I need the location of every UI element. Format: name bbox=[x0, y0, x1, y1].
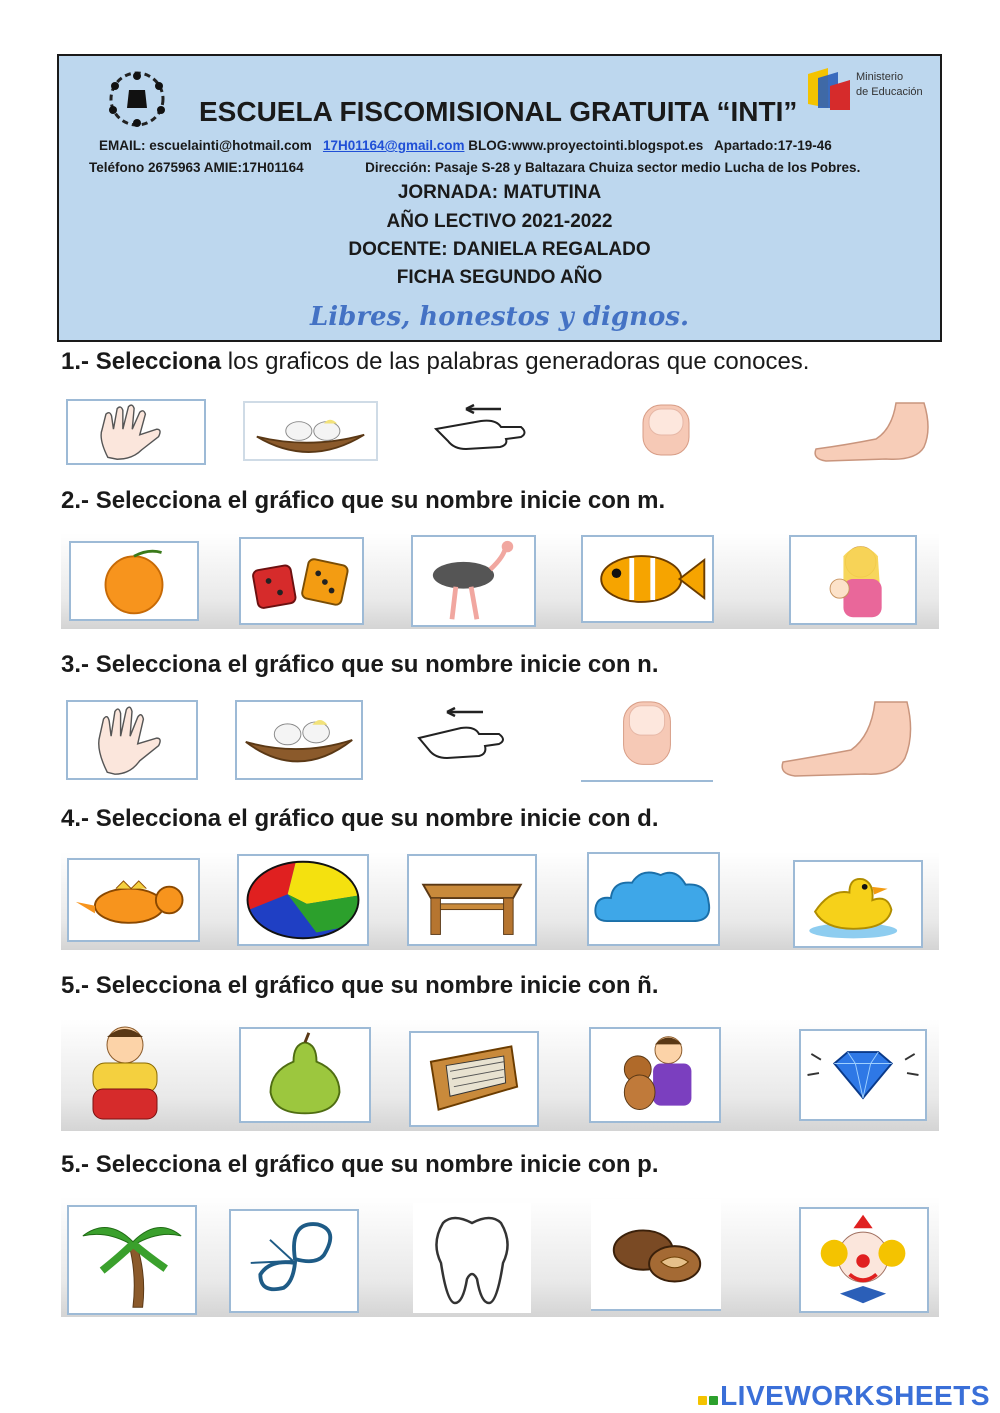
question-6 bbox=[61, 1151, 659, 1179]
question-number: 3.- bbox=[61, 651, 90, 678]
tooth-icon bbox=[413, 1203, 531, 1313]
question-number: 1.- bbox=[61, 348, 90, 375]
liveworksheets-logo bbox=[698, 1380, 990, 1412]
answer-strip-1 bbox=[61, 397, 939, 467]
nest-icon bbox=[245, 403, 376, 459]
question-keyword: Selecciona bbox=[95, 348, 222, 375]
dice-icon bbox=[241, 539, 362, 623]
option-orange[interactable] bbox=[69, 541, 199, 621]
option-ostrich[interactable] bbox=[411, 535, 536, 627]
jornada: JORNADA: MATUTINA bbox=[397, 182, 602, 203]
school-name: ESCUELA FISCOMISIONAL GRATUITA “INTI” bbox=[199, 96, 798, 127]
hand-icon bbox=[68, 401, 204, 463]
mother-icon bbox=[791, 537, 915, 623]
option-dice[interactable] bbox=[239, 537, 364, 625]
email-label: EMAIL: escuelainti@hotmail.com bbox=[99, 138, 312, 153]
dinosaur-icon bbox=[69, 860, 198, 940]
option-hug[interactable] bbox=[589, 1027, 721, 1123]
option-palm-tree[interactable] bbox=[67, 1205, 197, 1315]
ecuador-flag-icon bbox=[804, 64, 854, 114]
mummy-icon bbox=[411, 1033, 537, 1125]
school-logo-icon bbox=[89, 68, 185, 130]
clown-icon bbox=[801, 1209, 927, 1311]
option-diamond[interactable] bbox=[799, 1029, 927, 1121]
butterfly-icon bbox=[231, 1211, 357, 1311]
answer-strip-5 bbox=[61, 1019, 939, 1131]
question-3 bbox=[61, 651, 659, 679]
docente: DOCENTE: DANIELA REGALADO bbox=[348, 239, 651, 260]
answer-strip-3 bbox=[61, 698, 939, 782]
hand-icon bbox=[68, 702, 196, 778]
option-table[interactable] bbox=[407, 854, 537, 946]
option-hand[interactable] bbox=[66, 399, 206, 465]
nest-icon bbox=[237, 702, 361, 778]
question-keyword: Selecciona el gráfico que su nombre inicie con ñ. bbox=[95, 972, 659, 999]
option-pointing-finger[interactable] bbox=[426, 399, 536, 463]
diamond-icon bbox=[801, 1031, 925, 1119]
option-pear[interactable] bbox=[239, 1027, 371, 1123]
address: Dirección: Pasaje S-28 y Baltazara Chuiza sector medio Lucha de los Pobres. bbox=[365, 160, 861, 175]
duck-icon bbox=[795, 862, 921, 946]
foot-icon bbox=[806, 399, 936, 465]
hug-icon bbox=[591, 1029, 719, 1121]
question-keyword: Selecciona el gráfico que su nombre inicie con d. bbox=[95, 805, 659, 832]
blog-label: BLOG:www.proyectointi.blogspot.es bbox=[468, 138, 704, 153]
option-foot[interactable] bbox=[775, 698, 935, 780]
school-header bbox=[57, 54, 942, 342]
logo-square-icon bbox=[709, 1396, 718, 1405]
logo-square-icon bbox=[698, 1396, 707, 1405]
ostrich-icon bbox=[413, 537, 534, 625]
question-number: 4.- bbox=[61, 805, 90, 832]
option-cloud[interactable] bbox=[587, 852, 720, 946]
question-keyword: Selecciona el gráfico que su nombre inicie con m. bbox=[95, 487, 666, 514]
option-duck[interactable] bbox=[793, 860, 923, 948]
fish-icon bbox=[583, 537, 712, 621]
brand-text: LIVEWORKSHEETS bbox=[720, 1380, 990, 1411]
pointing-finger-icon bbox=[426, 399, 536, 463]
fingernail-icon bbox=[581, 698, 713, 780]
option-fish[interactable] bbox=[581, 535, 714, 623]
option-ball[interactable] bbox=[237, 854, 369, 946]
option-nest[interactable] bbox=[243, 401, 378, 461]
question-text: los graficos de las palabras generadoras que conoces. bbox=[221, 348, 810, 375]
contact-line bbox=[99, 138, 832, 153]
cloud-icon bbox=[589, 854, 718, 944]
option-tooth[interactable] bbox=[413, 1203, 531, 1313]
ministry-logo bbox=[804, 64, 934, 114]
pear-icon bbox=[241, 1029, 369, 1121]
fingernail-icon bbox=[631, 399, 701, 463]
option-fingernail[interactable] bbox=[631, 399, 701, 463]
ficha: FICHA SEGUNDO AÑO bbox=[396, 267, 603, 288]
question-5 bbox=[61, 972, 659, 1000]
option-dinosaur[interactable] bbox=[67, 858, 200, 942]
question-keyword: Selecciona el gráfico que su nombre inicie con n. bbox=[95, 651, 659, 678]
ministry-line2: de Educación bbox=[856, 86, 923, 98]
option-pointing-finger[interactable] bbox=[411, 698, 511, 780]
foot-icon bbox=[775, 698, 935, 780]
question-2 bbox=[61, 487, 665, 515]
question-number: 2.- bbox=[61, 487, 90, 514]
chubby-boy-icon bbox=[65, 1019, 195, 1127]
email-link[interactable]: 17H01164@gmail.com bbox=[322, 138, 465, 153]
phone-line bbox=[89, 160, 860, 175]
option-hand[interactable] bbox=[66, 700, 198, 780]
walnut-icon bbox=[591, 1199, 721, 1309]
ministry-line1: Ministerio bbox=[856, 71, 904, 83]
answer-strip-4 bbox=[61, 852, 939, 950]
anio-lectivo: AÑO LECTIVO 2021-2022 bbox=[386, 211, 613, 232]
option-nest[interactable] bbox=[235, 700, 363, 780]
apartado-label: Apartado:17-19-46 bbox=[714, 138, 832, 153]
option-foot[interactable] bbox=[806, 399, 936, 465]
option-mummy[interactable] bbox=[409, 1031, 539, 1127]
option-mother[interactable] bbox=[789, 535, 917, 625]
table-icon bbox=[409, 856, 535, 944]
option-fingernail[interactable] bbox=[581, 698, 713, 782]
ball-icon bbox=[239, 856, 367, 944]
orange-icon bbox=[71, 543, 197, 619]
question-keyword: Selecciona el gráfico que su nombre inicie con p. bbox=[95, 1151, 659, 1178]
phone-amie: Teléfono 2675963 AMIE:17H01164 bbox=[89, 160, 304, 175]
option-walnut[interactable] bbox=[591, 1199, 721, 1311]
pointing-finger-icon bbox=[411, 698, 511, 780]
option-butterfly[interactable] bbox=[229, 1209, 359, 1313]
motto: Libres, honestos y dignos. bbox=[309, 302, 690, 332]
question-number: 5.- bbox=[61, 972, 90, 999]
option-clown[interactable] bbox=[799, 1207, 929, 1313]
palm-tree-icon bbox=[69, 1207, 195, 1313]
question-number: 5.- bbox=[61, 1151, 90, 1178]
answer-strip-6 bbox=[61, 1197, 939, 1317]
question-4 bbox=[61, 805, 659, 833]
answer-strip-2 bbox=[61, 533, 939, 629]
option-chubby-boy[interactable] bbox=[65, 1019, 195, 1127]
question-1 bbox=[61, 348, 809, 376]
